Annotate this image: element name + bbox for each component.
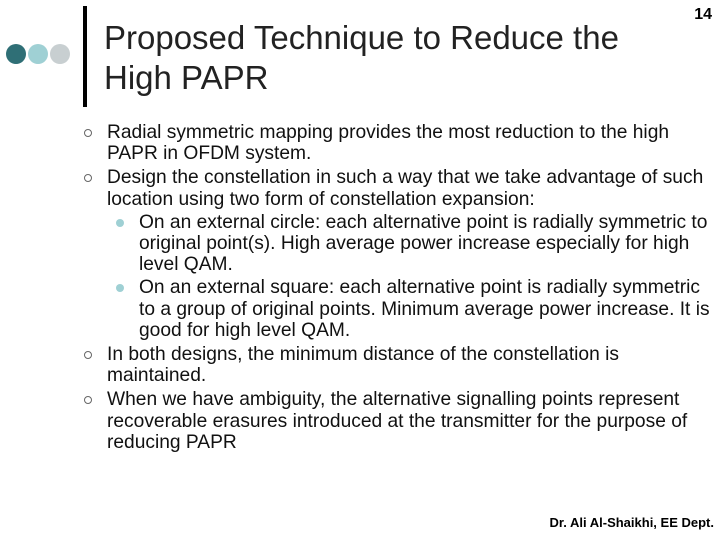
sub-bullet-text: On an external square: each alternative point is radially symmetric to a group of original points. Minimum average power increase. It is good for high level QAM. — [139, 277, 710, 341]
hollow-circle-bullet-icon — [84, 129, 92, 137]
slide-number: 14 — [694, 6, 712, 23]
bullet-text: Radial symmetric mapping provides the most reduction to the high PAPR in OFDM system. — [107, 122, 670, 165]
decorative-circles — [6, 44, 72, 66]
filled-circle-bullet-icon — [116, 284, 124, 292]
bullet-item — [82, 344, 710, 386]
dark-teal-circle-icon — [6, 44, 26, 64]
bullet-text: When we have ambiguity, the alternative signalling points represent recoverable erasures introduced at the transmitter for the purpose of reducing PAPR — [107, 389, 688, 453]
bullet-text: In both designs, the minimum distance of the constellation is maintained. — [107, 344, 619, 387]
footer-author: Dr. Ali Al-Shaikhi, EE Dept. — [549, 515, 714, 530]
bullet-text: Design the constellation in such a way that we take advantage of such location using two form of constellation expansion: — [107, 167, 704, 210]
slide-title: Proposed Technique to Reduce the High PAPR — [104, 19, 619, 96]
gray-circle-icon — [50, 44, 70, 64]
filled-circle-bullet-icon — [116, 219, 124, 227]
bullet-item — [82, 389, 710, 453]
hollow-circle-bullet-icon — [84, 396, 92, 404]
bullet-item — [82, 122, 710, 164]
sub-bullet-item — [107, 277, 710, 341]
title-divider — [83, 6, 87, 107]
slide-content — [82, 122, 710, 456]
bullet-item — [82, 167, 710, 341]
light-teal-circle-icon — [28, 44, 48, 64]
sub-bullet-text: On an external circle: each alternative point is radially symmetric to original point(s). High average power increase especially for high level QAM. — [139, 211, 708, 276]
hollow-circle-bullet-icon — [84, 174, 92, 182]
sub-bullet-item — [107, 212, 710, 276]
hollow-circle-bullet-icon — [84, 351, 92, 359]
